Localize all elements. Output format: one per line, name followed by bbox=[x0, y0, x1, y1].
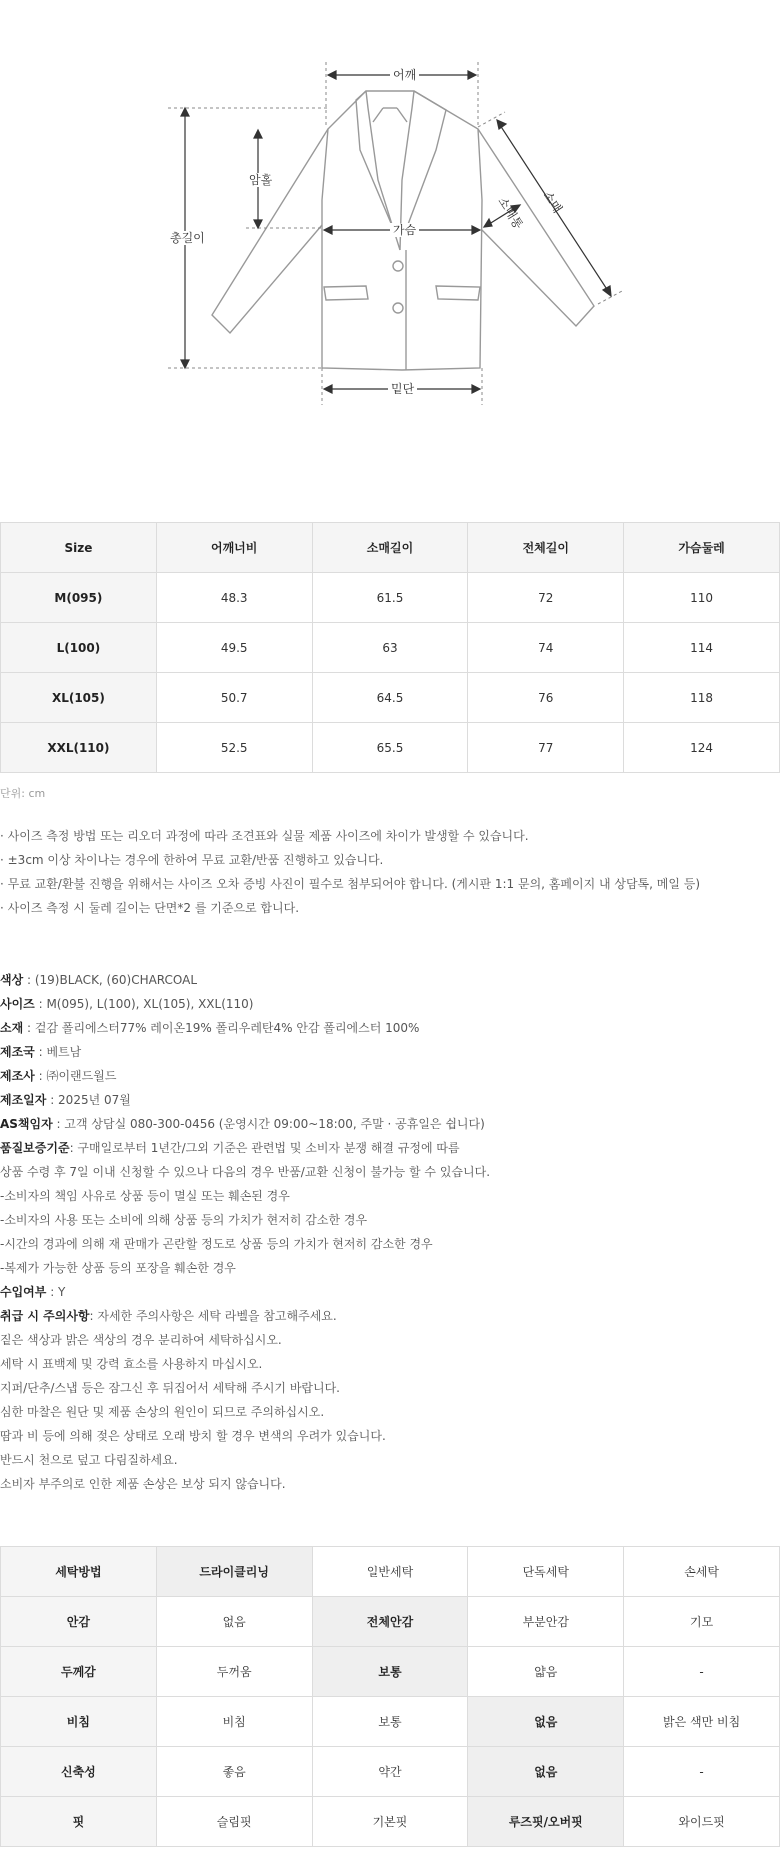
info-text: -시간의 경과에 의해 재 판매가 곤란할 정도로 상품 등의 가치가 현저히 감소한 경우 bbox=[0, 1237, 433, 1251]
care-cell: 부분안감 bbox=[468, 1597, 624, 1647]
table-header-cell: Size bbox=[1, 523, 157, 573]
care-cell: 두꺼움 bbox=[156, 1647, 312, 1697]
info-line bbox=[0, 1184, 780, 1208]
info-text: 반드시 천으로 덮고 다림질하세요. bbox=[0, 1453, 178, 1467]
unit-note: 단위: cm bbox=[0, 787, 46, 800]
table-cell: 72 bbox=[468, 573, 624, 623]
table-row bbox=[1, 573, 780, 623]
sleeve-width-label: 소매통 bbox=[495, 194, 526, 232]
info-text: : ㈜이랜드월드 bbox=[34, 1069, 117, 1083]
care-row bbox=[1, 1697, 780, 1747]
info-line bbox=[0, 1112, 780, 1136]
care-row bbox=[1, 1747, 780, 1797]
note-line: · ±3cm 이상 차이나는 경우에 한하여 무료 교환/반품 진행하고 있습니다. bbox=[0, 853, 384, 867]
care-cell: 좋음 bbox=[156, 1747, 312, 1797]
care-cell: 보통 bbox=[312, 1697, 468, 1747]
info-text: : (19)BLACK, (60)CHARCOAL bbox=[23, 973, 198, 987]
info-text: : 겉감 폴리에스터77% 레이온19% 폴리우레탄4% 안감 폴리에스터 100% bbox=[23, 1021, 420, 1035]
table-cell: 50.7 bbox=[156, 673, 312, 723]
shoulder-label: 어깨 bbox=[390, 68, 419, 82]
table-cell: 49.5 bbox=[156, 623, 312, 673]
info-label: 수입여부 bbox=[0, 1285, 47, 1299]
table-cell: 114 bbox=[624, 623, 780, 673]
info-text: : 구매일로부터 1년간/그외 기준은 관련법 및 소비자 분쟁 해결 규정에 따름 bbox=[69, 1141, 460, 1155]
info-line bbox=[0, 992, 780, 1016]
info-text: 짙은 색상과 밝은 색상의 경우 분리하여 세탁하십시오. bbox=[0, 1333, 282, 1347]
info-text: : 베트남 bbox=[34, 1045, 82, 1059]
info-line bbox=[0, 1400, 780, 1424]
table-cell: 74 bbox=[468, 623, 624, 673]
info-line bbox=[0, 1376, 780, 1400]
info-text: 심한 마찰은 원단 및 제품 손상의 원인이 되므로 주의하십시오. bbox=[0, 1405, 325, 1419]
care-cell: 단독세탁 bbox=[468, 1547, 624, 1597]
info-label: 품질보증기준 bbox=[0, 1141, 70, 1155]
hem-label: 밑단 bbox=[388, 382, 417, 396]
table-cell: 65.5 bbox=[312, 723, 468, 773]
info-line bbox=[0, 1160, 780, 1184]
care-cell: 얇음 bbox=[468, 1647, 624, 1697]
care-row bbox=[1, 1547, 780, 1597]
table-cell: 63 bbox=[312, 623, 468, 673]
care-cell: 일반세탁 bbox=[312, 1547, 468, 1597]
size-table bbox=[0, 522, 780, 773]
info-line bbox=[0, 1352, 780, 1376]
product-info bbox=[0, 968, 780, 1496]
care-cell: 없음 bbox=[156, 1597, 312, 1647]
info-label: 색상 bbox=[0, 973, 24, 987]
table-cell: 61.5 bbox=[312, 573, 468, 623]
info-label: 제조국 bbox=[0, 1045, 35, 1059]
sleeve-label: 소매 bbox=[540, 188, 565, 216]
table-cell: 64.5 bbox=[312, 673, 468, 723]
info-text: -복제가 가능한 상품 등의 포장을 훼손한 경우 bbox=[0, 1261, 236, 1275]
info-text: : Y bbox=[46, 1285, 66, 1299]
care-cell-selected: 루즈핏/오버핏 bbox=[468, 1797, 624, 1847]
info-text: : 고객 상담실 080-300-0456 (운영시간 09:00~18:00, 주말 · 공휴일은 쉽니다) bbox=[52, 1117, 485, 1131]
info-line bbox=[0, 1016, 780, 1040]
care-row bbox=[1, 1597, 780, 1647]
table-cell: 124 bbox=[624, 723, 780, 773]
care-label-cell: 신축성 bbox=[1, 1747, 157, 1797]
info-line bbox=[0, 1064, 780, 1088]
size-label-cell: L(100) bbox=[1, 623, 157, 673]
table-cell: 77 bbox=[468, 723, 624, 773]
care-label-cell: 두께감 bbox=[1, 1647, 157, 1697]
info-label: 소재 bbox=[0, 1021, 24, 1035]
info-line bbox=[0, 1472, 780, 1496]
care-cell: 손세탁 bbox=[624, 1547, 780, 1597]
table-header-row bbox=[1, 523, 780, 573]
table-header-cell: 소매길이 bbox=[312, 523, 468, 573]
table-cell: 76 bbox=[468, 673, 624, 723]
table-cell: 48.3 bbox=[156, 573, 312, 623]
table-cell: 110 bbox=[624, 573, 780, 623]
info-text: 상품 수령 후 7일 이내 신청할 수 있으나 다음의 경우 반품/교환 신청이 불가능 할 수 있습니다. bbox=[0, 1165, 491, 1179]
table-header-cell: 전체길이 bbox=[468, 523, 624, 573]
care-table bbox=[0, 1546, 780, 1847]
info-label: 사이즈 bbox=[0, 997, 35, 1011]
care-cell-selected: 없음 bbox=[468, 1747, 624, 1797]
info-line bbox=[0, 1280, 780, 1304]
jacket-illustration bbox=[0, 0, 780, 440]
note-line: · 사이즈 측정 방법 또는 리오더 과정에 따라 조견표와 실물 제품 사이즈에 차이가 발생할 수 있습니다. bbox=[0, 829, 529, 843]
table-header-cell: 가슴둘레 bbox=[624, 523, 780, 573]
info-line bbox=[0, 1088, 780, 1112]
info-text: : 자세한 주의사항은 세탁 라벨을 참고해주세요. bbox=[89, 1309, 337, 1323]
care-row bbox=[1, 1647, 780, 1697]
info-text: 소비자 부주의로 인한 제품 손상은 보상 되지 않습니다. bbox=[0, 1477, 286, 1491]
care-label-cell: 안감 bbox=[1, 1597, 157, 1647]
chest-label: 가슴 bbox=[390, 223, 419, 237]
info-text: -소비자의 사용 또는 소비에 의해 상품 등의 가치가 현저히 감소한 경우 bbox=[0, 1213, 368, 1227]
info-line bbox=[0, 1256, 780, 1280]
care-label-cell: 세탁방법 bbox=[1, 1547, 157, 1597]
info-label: 제조일자 bbox=[0, 1093, 47, 1107]
armhole-label: 암홀 bbox=[246, 173, 275, 187]
info-text: 세탁 시 표백제 및 강력 효소를 사용하지 마십시오. bbox=[0, 1357, 263, 1371]
measurement-diagram bbox=[0, 0, 780, 440]
total-length-label: 총길이 bbox=[167, 231, 208, 245]
care-cell: 와이드핏 bbox=[624, 1797, 780, 1847]
info-text: 지퍼/단추/스냅 등은 잠그신 후 뒤집어서 세탁해 주시기 바랍니다. bbox=[0, 1381, 340, 1395]
note-line: · 무료 교환/환불 진행을 위해서는 사이즈 오차 증빙 사진이 필수로 첨부되어야 합니다. (게시판 1:1 문의, 홈페이지 내 상담톡, 메일 등) bbox=[0, 877, 701, 891]
info-line bbox=[0, 1448, 780, 1472]
table-row bbox=[1, 673, 780, 723]
info-text: : 2025년 07월 bbox=[46, 1093, 131, 1107]
care-cell: - bbox=[624, 1747, 780, 1797]
size-label-cell: M(095) bbox=[1, 573, 157, 623]
info-line bbox=[0, 1424, 780, 1448]
care-label-cell: 비침 bbox=[1, 1697, 157, 1747]
care-cell: 비침 bbox=[156, 1697, 312, 1747]
info-line bbox=[0, 1040, 780, 1064]
info-text: : M(095), L(100), XL(105), XXL(110) bbox=[34, 997, 254, 1011]
info-line bbox=[0, 1136, 780, 1160]
info-line bbox=[0, 1328, 780, 1352]
info-label: 제조사 bbox=[0, 1069, 35, 1083]
table-cell: 118 bbox=[624, 673, 780, 723]
care-cell: 약간 bbox=[312, 1747, 468, 1797]
table-header-cell: 어깨너비 bbox=[156, 523, 312, 573]
note-line: · 사이즈 측정 시 둘레 길이는 단면*2 를 기준으로 합니다. bbox=[0, 901, 300, 915]
size-notes bbox=[0, 824, 780, 920]
care-cell-selected: 보통 bbox=[312, 1647, 468, 1697]
care-cell: 기모 bbox=[624, 1597, 780, 1647]
care-row bbox=[1, 1797, 780, 1847]
info-line bbox=[0, 1304, 780, 1328]
info-line bbox=[0, 1208, 780, 1232]
table-row bbox=[1, 623, 780, 673]
care-label-cell: 핏 bbox=[1, 1797, 157, 1847]
info-label: 취급 시 주의사항 bbox=[0, 1309, 90, 1323]
table-row bbox=[1, 723, 780, 773]
care-cell-selected: 드라이클리닝 bbox=[156, 1547, 312, 1597]
care-cell-selected: 전체안감 bbox=[312, 1597, 468, 1647]
info-text: 땀과 비 등에 의해 젖은 상태로 오래 방치 할 경우 변색의 우려가 있습니다. bbox=[0, 1429, 386, 1443]
size-label-cell: XXL(110) bbox=[1, 723, 157, 773]
info-line bbox=[0, 1232, 780, 1256]
info-line bbox=[0, 968, 780, 992]
care-cell: 밝은 색만 비침 bbox=[624, 1697, 780, 1747]
size-label-cell: XL(105) bbox=[1, 673, 157, 723]
info-text: -소비자의 책임 사유로 상품 등이 멸실 또는 훼손된 경우 bbox=[0, 1189, 290, 1203]
care-cell: 기본핏 bbox=[312, 1797, 468, 1847]
table-cell: 52.5 bbox=[156, 723, 312, 773]
care-cell-selected: 없음 bbox=[468, 1697, 624, 1747]
care-cell: - bbox=[624, 1647, 780, 1697]
info-label: AS책임자 bbox=[0, 1117, 53, 1131]
care-cell: 슬림핏 bbox=[156, 1797, 312, 1847]
